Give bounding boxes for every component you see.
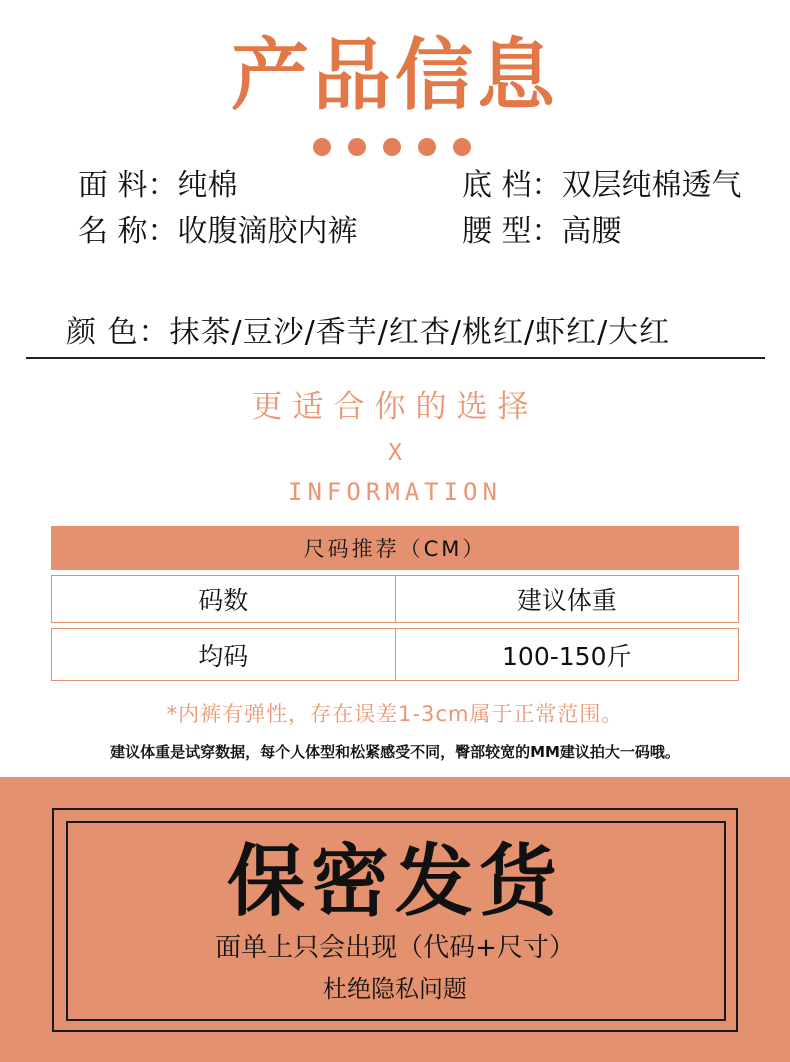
fabric-info: 面 料：纯棉	[78, 168, 238, 203]
dot	[313, 138, 331, 156]
dot	[453, 138, 471, 156]
waist-info: 腰 型：高腰	[462, 214, 622, 249]
dot	[418, 138, 436, 156]
subtitle-x: X	[388, 440, 402, 466]
privacy-line-2: 杜绝隐私问题	[323, 975, 467, 1003]
table-header-row	[51, 575, 739, 623]
dot	[383, 138, 401, 156]
advice-note: 建议体重是试穿数据，每个人体型和松紧感受不同，臀部较宽的MM建议拍大一码哦。	[110, 743, 680, 761]
elastic-note: *内裤有弹性，存在误差1-3cm属于正常范围。	[166, 702, 624, 726]
subtitle-en: INFORMATION	[288, 478, 502, 506]
column-header-size: 码数	[198, 586, 249, 615]
color-info: 颜 色：抹茶/豆沙/香芋/红杏/桃红/虾红/大红	[66, 315, 671, 350]
name-info: 名 称：收腹滴胶内裤	[78, 214, 358, 249]
page-title: 产品信息	[230, 31, 559, 121]
dot	[348, 138, 366, 156]
table-row	[51, 628, 739, 681]
weight-cell: 100-150斤	[395, 629, 739, 680]
table-heading: 尺码推荐（CM）	[51, 526, 739, 570]
crotch-info: 底 档：双层纯棉透气	[462, 168, 742, 203]
decorative-dots	[313, 138, 471, 156]
size-table	[51, 526, 739, 681]
size-cell: 均码	[198, 641, 249, 671]
privacy-line-1: 面单上只会出现（代码+尺寸）	[215, 933, 575, 963]
column-header-weight: 建议体重	[395, 576, 739, 622]
divider	[26, 357, 765, 359]
subtitle-cn: 更适合你的选择	[251, 389, 539, 425]
privacy-title: 保密发货	[226, 837, 563, 927]
